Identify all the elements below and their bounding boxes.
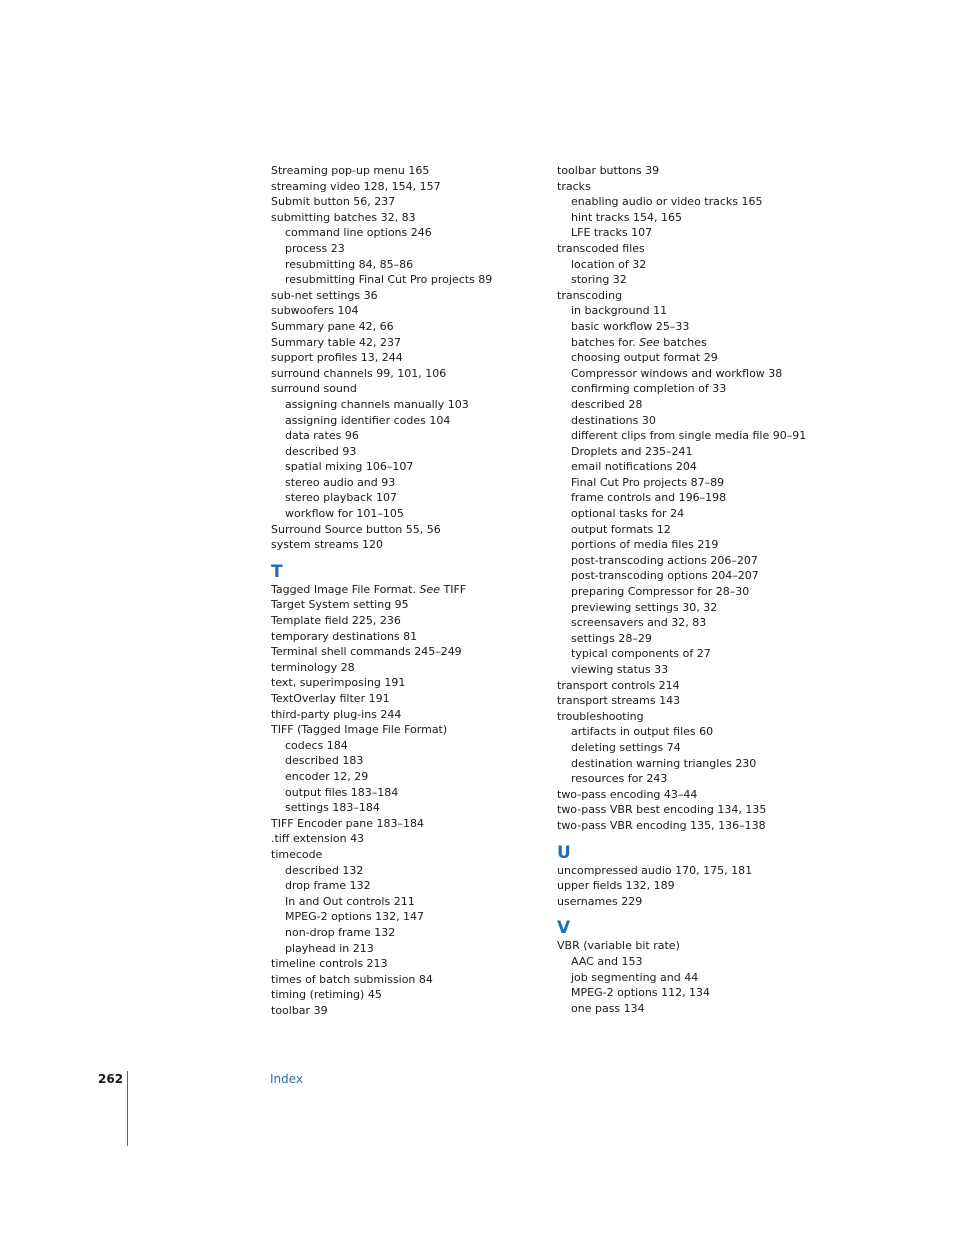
index-subentry: typical components of 27 [571,647,711,661]
index-entry: two-pass VBR encoding 135, 136–138 [557,818,766,832]
index-entry: surround sound [271,382,357,396]
index-entry: Target System setting 95 [271,598,409,612]
index-subentry: assigning identifier codes 104 [285,413,451,427]
index-subentry: Droplets and 235–241 [571,444,693,458]
section-label: Index [270,1072,304,1086]
index-subentry: resources for 243 [571,772,668,786]
index-subentry: stereo audio and 93 [285,475,396,489]
index-entry: streaming video 128, 154, 157 [271,179,441,193]
index-entry: Surround Source button 55, 56 [271,522,441,536]
index-subentry: destinations 30 [571,413,656,427]
entry-text: Tagged Image File Format. [271,582,420,596]
index-entry: Streaming pop-up menu 165 [271,164,430,177]
index-subentry: stereo playback 107 [285,491,398,505]
index-subentry: described 93 [285,444,357,458]
index-subentry: confirming completion of 33 [571,382,727,396]
index-subentry: output files 183–184 [285,785,399,799]
index-entry: TIFF (Tagged Image File Format) [271,723,448,737]
index-entry: two-pass encoding 43–44 [557,787,698,801]
index-subentry: Final Cut Pro projects 87–89 [571,475,725,489]
index-subentry: basic workflow 25–33 [571,319,690,333]
index-subentry: AAC and 153 [571,954,643,968]
index-entry: third-party plug-ins 244 [271,707,402,721]
index-subentry: deleting settings 74 [571,740,681,754]
index-subentry: output formats 12 [571,522,671,536]
index-entry: transcoding [557,288,623,302]
index-subentry: workflow for 101–105 [285,507,404,521]
index-subentry: artifacts in output files 60 [571,725,714,739]
index-entry: Summary pane 42, 66 [271,319,394,333]
index-entry: terminology 28 [271,660,355,674]
index-subentry: enabling audio or video tracks 165 [571,195,763,209]
index-entry: Submit button 56, 237 [271,195,396,209]
see-reference: See [639,335,660,349]
index-entry: surround channels 99, 101, 106 [271,366,447,380]
index-subentry: destination warning triangles 230 [571,756,757,770]
index-subentry: post-transcoding actions 206–207 [571,553,758,567]
index-subentry: spatial mixing 106–107 [285,460,414,474]
index-entry: temporary destinations 81 [271,629,418,643]
index-entry: Summary table 42, 237 [271,335,401,349]
index-subentry: resubmitting 84, 85–86 [285,257,414,271]
index-subentry: LFE tracks 107 [571,226,653,240]
index-entry: timeline controls 213 [271,957,388,971]
index-subentry: location of 32 [571,257,647,271]
see-reference: See [419,582,440,596]
index-subentry: drop frame 132 [285,879,371,893]
index-subentry: process 23 [285,241,345,255]
index-subentry: screensavers and 32, 83 [571,616,707,630]
index-subentry: frame controls and 196–198 [571,491,727,505]
index-subentry: encoder 12, 29 [285,769,369,783]
index-subentry: MPEG-2 options 112, 134 [571,986,711,1000]
index-subentry: hint tracks 154, 165 [571,210,683,224]
index-entry: upper fields 132, 189 [557,879,675,893]
index-subentry: portions of media files 219 [571,538,719,552]
index-entry: system streams 120 [271,538,384,552]
index-entry: usernames 229 [557,894,643,908]
index-subentry: optional tasks for 24 [571,507,685,521]
index-subentry: email notifications 204 [571,460,697,474]
index-subentry: codecs 184 [285,738,348,752]
see-target: batches [659,335,707,349]
index-entry: timing (retiming) 45 [271,988,382,1002]
index-column-right [557,163,857,1016]
index-entry: times of batch submission 84 [271,972,433,986]
index-entry: Terminal shell commands 245–249 [271,645,462,659]
see-target: TIFF [440,582,467,596]
entry-text: batches for. [571,335,640,349]
index-entry: transport streams 143 [557,694,681,708]
index-entry: toolbar buttons 39 [557,164,660,177]
index-subentry: different clips from single media file 90–91 [571,429,807,443]
footer-divider [127,1071,128,1146]
index-letter-heading: T [271,561,283,582]
index-subentry: command line options 246 [285,226,432,240]
index-subentry: In and Out controls 211 [285,894,415,908]
index-entry: transcoded files [557,241,645,255]
index-entry: submitting batches 32, 83 [271,210,416,224]
index-subentry: playhead in 213 [285,941,374,955]
index-subentry: choosing output format 29 [571,351,718,365]
index-subentry: storing 32 [571,273,627,287]
index-subentry: preparing Compressor for 28–30 [571,585,750,599]
index-entry [271,582,541,598]
index-subentry: settings 183–184 [285,801,380,815]
index-entry: sub-net settings 36 [271,288,378,302]
index-entry: troubleshooting [557,709,644,723]
index-subentry: MPEG-2 options 132, 147 [285,910,425,924]
index-subentry: in background 11 [571,304,668,318]
index-subentry: viewing status 33 [571,663,669,676]
index-column-left [271,163,541,1018]
index-subentry: Compressor windows and workflow 38 [571,366,783,380]
index-entry: toolbar 39 [271,1003,328,1017]
index-subentry: assigning channels manually 103 [285,397,469,411]
index-subentry: data rates 96 [285,429,359,443]
index-letter-heading: U [557,842,571,863]
index-subentry: resubmitting Final Cut Pro projects 89 [285,273,493,287]
index-subentry [557,335,857,351]
page-number: 262 [98,1072,124,1086]
index-entry: transport controls 214 [557,678,680,692]
index-entry: Template field 225, 236 [271,614,401,628]
index-subentry: described 28 [571,397,643,411]
index-entry: TextOverlay filter 191 [271,692,390,705]
index-subentry: one pass 134 [571,1001,645,1015]
index-subentry: non-drop frame 132 [285,925,396,939]
index-entry: TIFF Encoder pane 183–184 [271,816,425,830]
index-letter-heading: V [557,918,571,939]
index-entry: subwoofers 104 [271,304,359,318]
index-entry: tracks [557,179,591,193]
index-entry: .tiff extension 43 [271,832,365,846]
index-entry: text, superimposing 191 [271,676,406,690]
index-subentry: previewing settings 30, 32 [571,600,718,614]
index-entry: timecode [271,847,323,861]
index-subentry: job segmenting and 44 [571,970,699,984]
index-entry: two-pass VBR best encoding 134, 135 [557,803,767,817]
index-subentry: described 183 [285,754,364,768]
index-entry: uncompressed audio 170, 175, 181 [557,863,753,877]
index-entry: support profiles 13, 244 [271,351,403,365]
index-entry: VBR (variable bit rate) [557,939,680,953]
index-subentry: post-transcoding options 204–207 [571,569,759,583]
index-subentry: settings 28–29 [571,631,652,645]
index-subentry: described 132 [285,863,364,877]
